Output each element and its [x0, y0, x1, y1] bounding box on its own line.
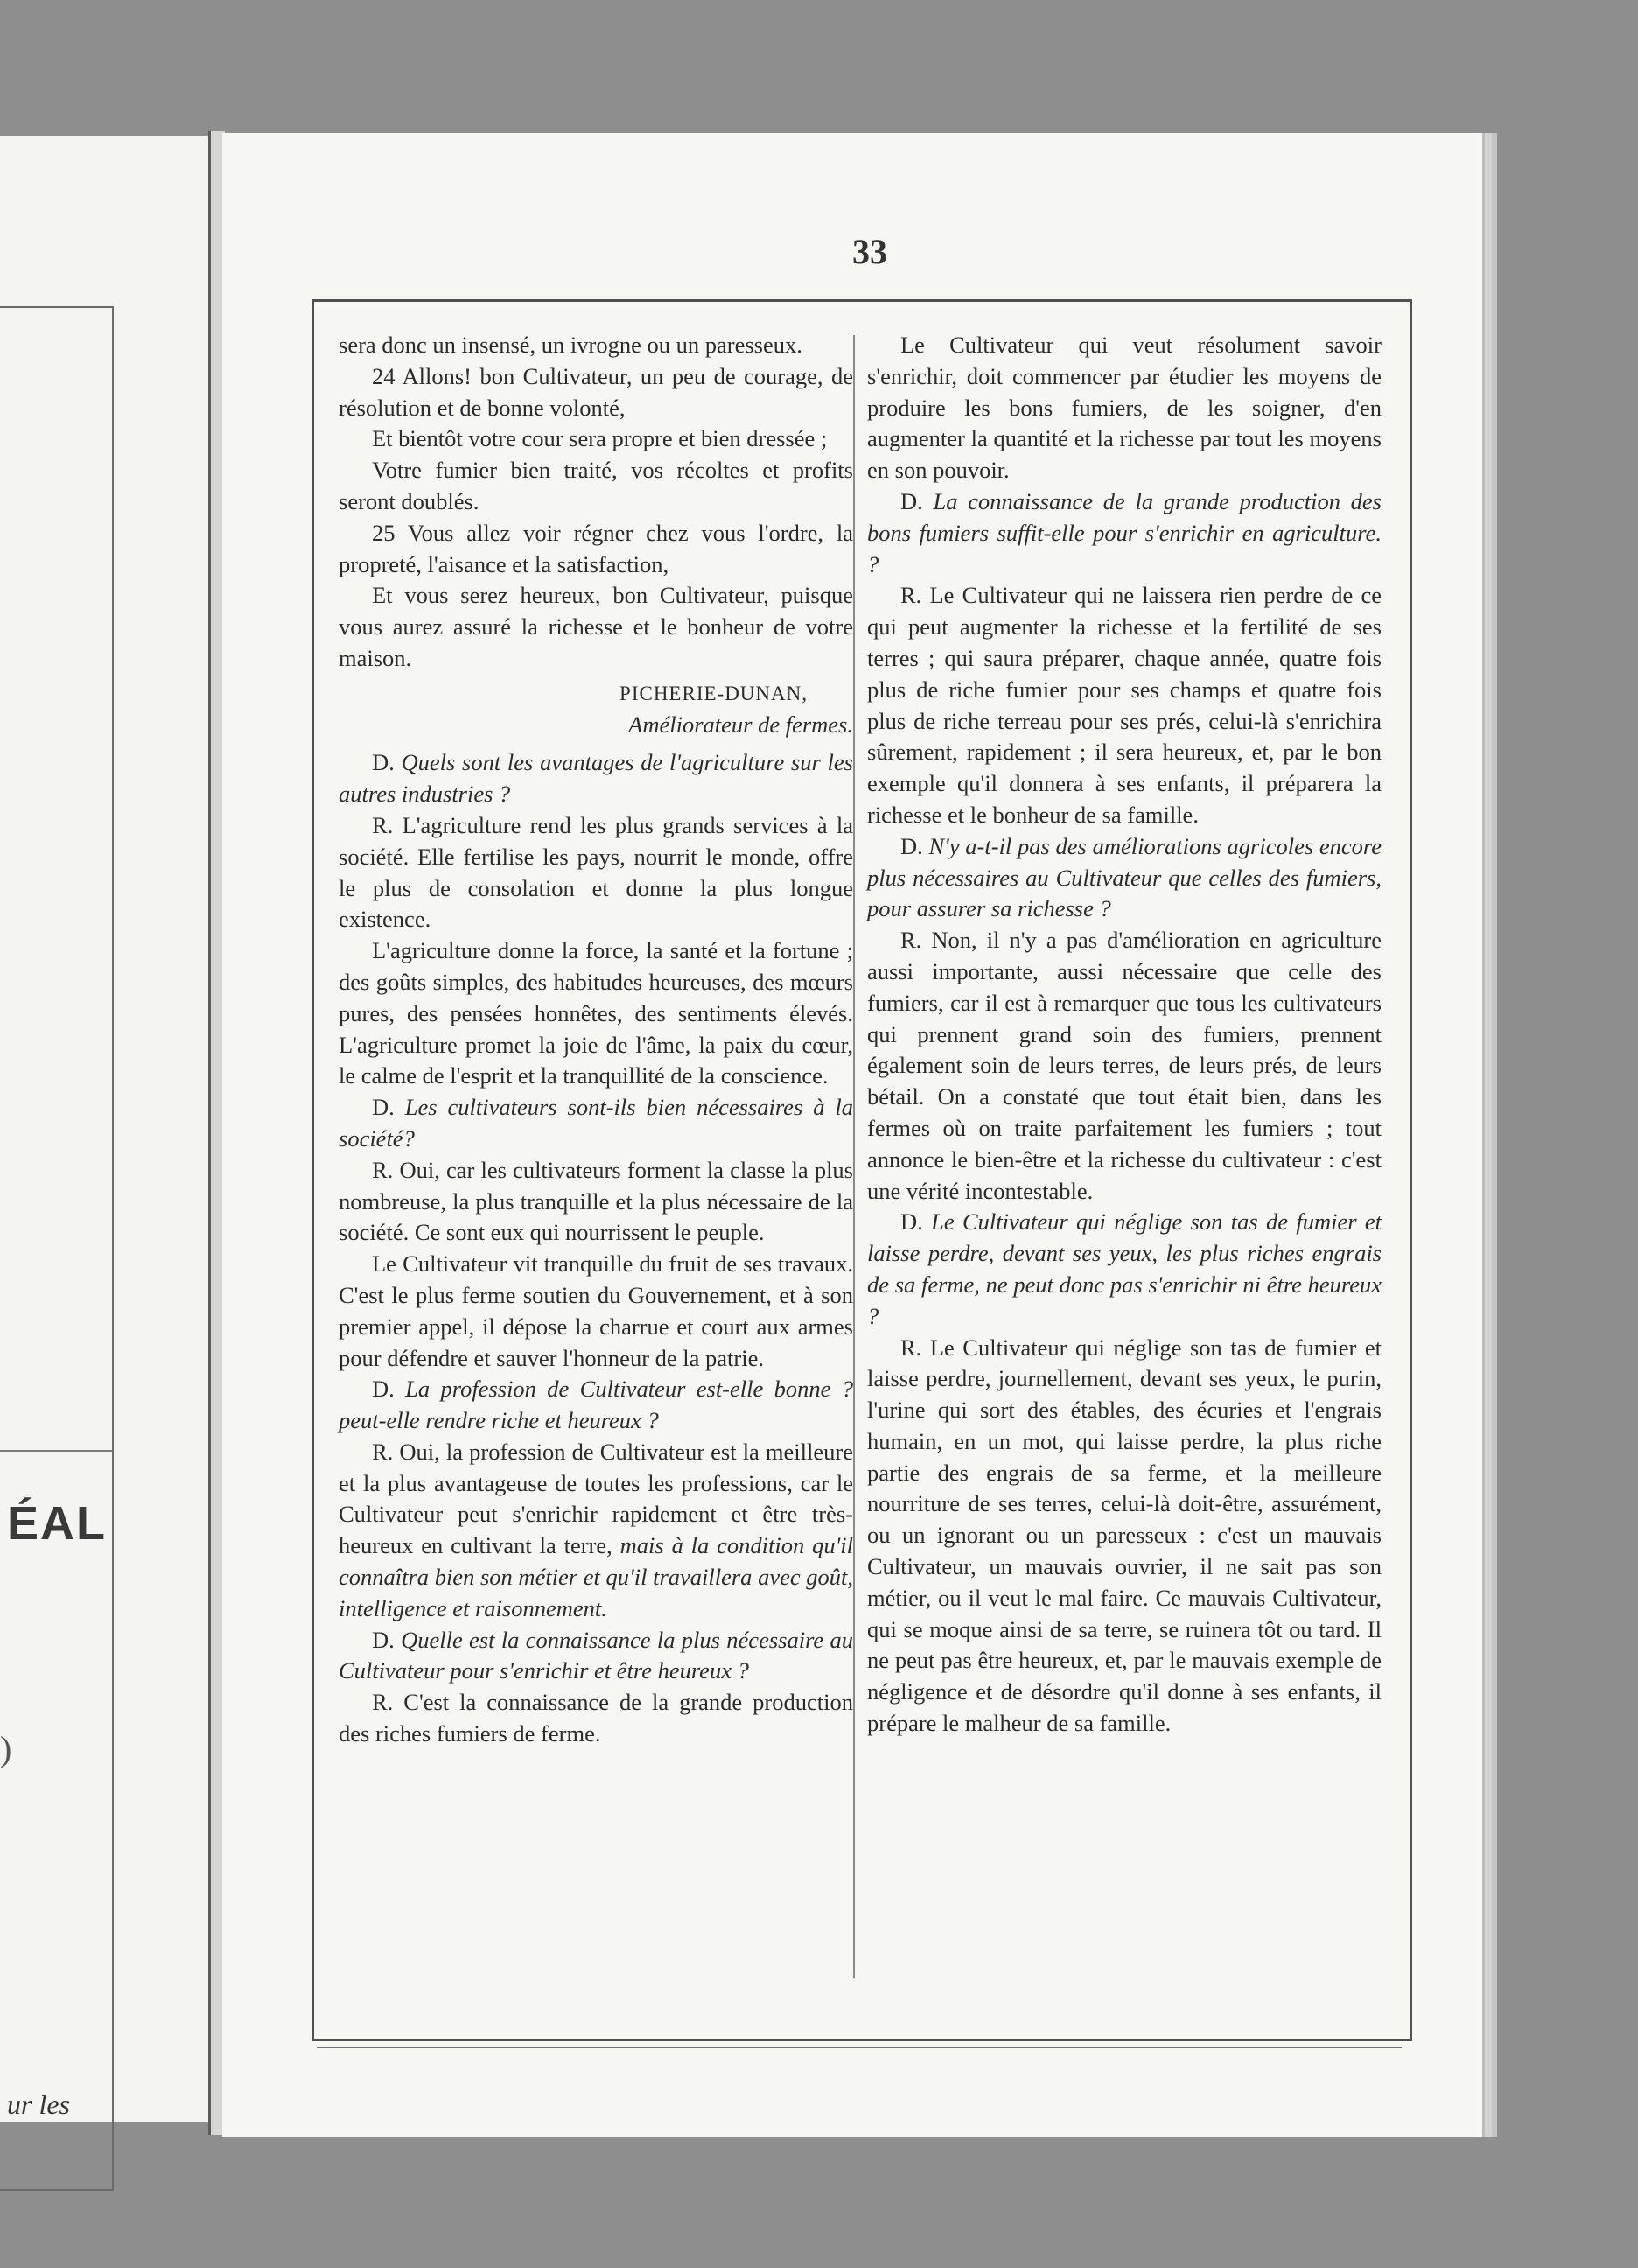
text-paragraph: R. Oui, car les cultivateurs forment la classe la plus nombreuse, la plus tranquille et la plus nécessaire de la société. Ce sont eux qui nourrissent le peuple. [339, 1156, 853, 1246]
signature-name: PICHERIE-DUNAN, [620, 682, 808, 704]
question-text: Les cultivateurs sont-ils bien nécessaires à la société? [339, 1094, 853, 1152]
previous-page-heading: ÉAL [7, 1497, 107, 1550]
text-paragraph: L'agriculture donne la force, la santé et la fortune ; des goûts simples, des habitudes heureuses, des mœurs pures, des pensées honnêtes, des sentiments élevés. L'agriculture promet la joie de l'âme, la paix du cœur, le calme de l'esprit et la tranquillité de la conscience. [339, 937, 853, 1089]
text-paragraph: R. C'est la connaissance de la grande production des riches fumiers de ferme. [339, 1689, 853, 1747]
previous-page-rule [0, 1450, 112, 1452]
text-paragraph: R. Non, il n'y a pas d'amélioration en agriculture aussi importante, aussi nécessaire que celle des fumiers, car il est à remarquer que tous les cultivateurs qui prennent grand soin des fumiers, prennent également soin de leurs terres, de leurs prés, de leurs bétail. On a constaté que tout était bien, dans les fermes où on traite parfaitement les fumiers ; tout annonce le bien-être et la richesse du cultivateur : c'est une vérité incontestable. [867, 927, 1382, 1204]
text-paragraph: Et bientôt votre cour sera propre et bien dressée ; [372, 425, 828, 452]
question-text: Le Cultivateur qui néglige son tas de fumier et laisse perdre, devant ses yeux, les plus riches engrais de sa ferme, ne peut donc pas s'enrichir ni être heureux ? [867, 1208, 1382, 1329]
text-paragraph: R. Le Cultivateur qui ne laissera rien perdre de ce qui peut augmenter la richesse et la fertilité de ses terres ; qui saura préparer, chaque année, quatre fois plus de riche fumier pour ses champs et quatre fois plus de riche terreau pour ses prés, celui-là s'enrichira sûrement, rapidement ; il sera heureux, et, par le bon exemple qu'il donnera à ses enfants, il préparera la richesse et le bonheur de sa famille. [867, 582, 1382, 828]
question-paragraph [867, 1207, 1382, 1332]
question-paragraph [867, 486, 1382, 580]
text-paragraph: R. L'agriculture rend les plus grands services à la société. Elle fertilise les pays, nourrit le monde, offre le plus de consolation et donne la plus longue existence. [339, 811, 853, 933]
answer-italic-text: mais à la condition qu'il connaîtra bien son métier et qu'il travaillera avec goût, intelligence et raisonnement. [339, 1532, 853, 1621]
question-paragraph [339, 1092, 853, 1155]
question-prefix: D. [372, 1626, 402, 1653]
question-prefix: D. [900, 487, 934, 514]
text-paragraph: Le Cultivateur qui veut résolument savoir s'enrichir, doit commencer par étudier les moyens de produire les bons fumiers, de les soigner, d'en augmenter la quantité et la richesse par tout les moyens en son pouvoir. [867, 332, 1382, 484]
question-text: La connaissance de la grande production des bons fumiers suffit-elle pour s'enrichir en agriculture. ? [867, 487, 1382, 578]
column-divider [853, 335, 855, 1978]
previous-page-footer: ur les [7, 2089, 70, 2120]
question-prefix: D. [372, 1376, 406, 1403]
text-paragraph: Votre fumier bien traité, vos récoltes et profits seront doublés. [339, 457, 853, 514]
question-paragraph [867, 831, 1382, 925]
previous-page-frame [0, 306, 114, 2191]
question-prefix: D. [372, 749, 402, 776]
text-frame [312, 299, 1412, 2041]
frame-bottom-rule [317, 2047, 1402, 2048]
right-column [867, 330, 1382, 1740]
answer-paragraph [339, 1437, 853, 1625]
question-text: Quels sont les avantages de l'agriculture sur les autres industries ? [339, 749, 853, 808]
question-prefix: D. [372, 1094, 405, 1121]
book-page [222, 133, 1485, 2137]
page-number: 33 [852, 232, 887, 271]
text-paragraph: Et vous serez heureux, bon Cultivateur, puisque vous aurez assuré la richesse et le bonheur de votre maison. [339, 582, 853, 671]
question-text: La profession de Cultivateur est-elle bonne ? peut-elle rendre riche et heureux ? [339, 1376, 854, 1434]
signature-title: Améliorateur de fermes. [628, 710, 853, 738]
question-prefix: D. [900, 832, 929, 859]
text-paragraph: Le Cultivateur vit tranquille du fruit de ses travaux. C'est le plus ferme soutien du Gouvernement, et à son premier appel, il dépose la charrue et court aux armes pour défendre et sauver l'honneur de la patrie. [339, 1250, 853, 1371]
question-paragraph [339, 747, 853, 810]
text-paragraph: 25 Vous allez voir régner chez vous l'ordre, la propreté, l'aisance et la satisfaction, [339, 519, 853, 578]
answer-text: R. Oui, la profession de Cultivateur est la meilleure et la plus avantageuse de toutes les professions, car le Cultivateur peut s'enrichir rapidement et être très-heureux en cultivant la terre, [339, 1438, 853, 1559]
text-paragraph: 24 Allons! bon Cultivateur, un peu de courage, de résolution et de bonne volonté, [339, 362, 853, 421]
question-text: N'y a-t-il pas des améliorations agricoles encore plus nécessaires au Cultivateur que celles des fumiers, pour assurer sa richesse ? [867, 832, 1382, 922]
previous-page-mark: ) [0, 1729, 12, 1768]
text-paragraph: R. Le Cultivateur qui néglige son tas de fumier et laisse perdre, journellement, devant ses yeux, le purin, l'urine qui sort des étables, des écuries et l'engrais humain, en un mot, qui laisse perdre, la plus riche partie des engrais de sa ferme, et la meilleure nourriture de ses terres, celui-là doit-être, assurément, ou un ignorant ou un paresseux : c'est un mauvais Cultivateur, un mauvais ouvrier, il ne sait pas son métier, ou il veut le mal faire. Ce mauvais Cultivateur, qui se moque ainsi de sa terre, se ruinera tôt ou tard. Il ne peut pas être heureux, et, par le mauvais exemple de négligence et de désordre qu'il donne à ses enfants, il prépare le malheur de sa famille. [867, 1334, 1382, 1737]
question-paragraph [339, 1625, 853, 1688]
previous-page [0, 136, 208, 2122]
question-text: Quelle est la connaissance la plus nécessaire au Cultivateur pour s'enrichir et être heureux ? [339, 1626, 853, 1684]
question-prefix: D. [900, 1208, 932, 1236]
left-column [339, 330, 853, 1750]
text-paragraph: sera donc un insensé, un ivrogne ou un paresseux. [339, 332, 802, 358]
question-paragraph [339, 1374, 853, 1437]
